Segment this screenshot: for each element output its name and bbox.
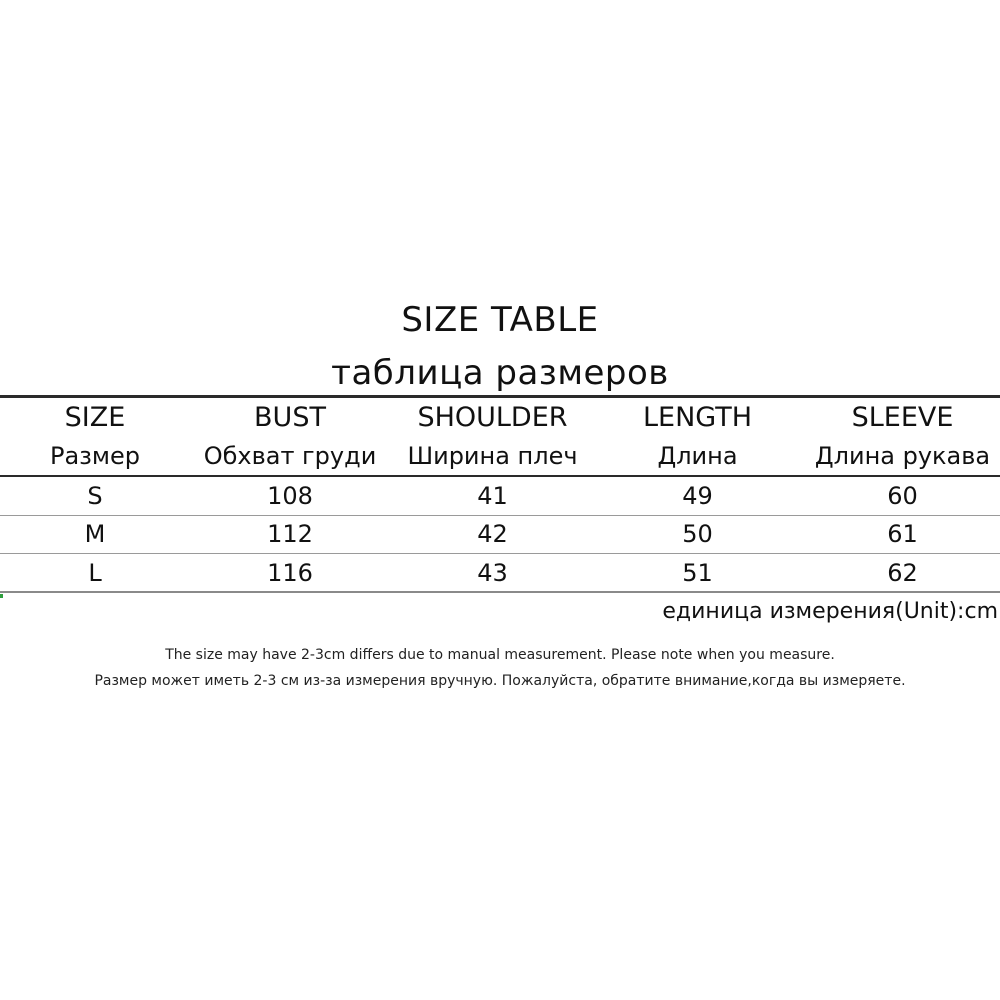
cell-bust: 112 bbox=[267, 520, 313, 548]
header-length-ru: Длина bbox=[657, 442, 738, 470]
cell-sleeve: 60 bbox=[887, 482, 918, 510]
header-bust-ru: Обхват груди bbox=[203, 442, 377, 470]
page-subtitle: таблица размеров bbox=[331, 353, 669, 393]
header-shoulder-ru: Ширина плеч bbox=[407, 442, 578, 470]
cell-sleeve: 62 bbox=[887, 559, 918, 587]
header-divider bbox=[0, 475, 1000, 477]
unit-label: единица измерения(Unit):cm bbox=[662, 599, 998, 624]
measurement-note-ru: Размер может иметь 2-3 см из-за измерения вручную. Пожалуйста, обратите внимание,когда вы измеряете. bbox=[94, 673, 906, 689]
header-size: SIZE bbox=[64, 402, 126, 433]
cell-shoulder: 42 bbox=[477, 520, 508, 548]
row-divider bbox=[0, 553, 1000, 554]
corner-mark bbox=[0, 594, 3, 598]
cell-length: 49 bbox=[682, 482, 713, 510]
header-length: LENGTH bbox=[642, 402, 753, 433]
header-sleeve: SLEEVE bbox=[851, 402, 954, 433]
cell-bust: 116 bbox=[267, 559, 313, 587]
cell-shoulder: 43 bbox=[477, 559, 508, 587]
cell-size: M bbox=[84, 520, 106, 548]
header-shoulder: SHOULDER bbox=[417, 402, 568, 433]
cell-size: S bbox=[87, 482, 103, 510]
page-title: SIZE TABLE bbox=[401, 300, 599, 340]
table-top-rule bbox=[0, 395, 1000, 398]
table-bottom-rule bbox=[0, 591, 1000, 593]
row-divider bbox=[0, 515, 1000, 516]
cell-length: 50 bbox=[682, 520, 713, 548]
header-sleeve-ru: Длина рукава bbox=[814, 442, 991, 470]
measurement-note-en: The size may have 2-3cm differs due to manual measurement. Please note when you measure. bbox=[165, 647, 835, 663]
cell-shoulder: 41 bbox=[477, 482, 508, 510]
header-bust: BUST bbox=[254, 402, 326, 433]
cell-length: 51 bbox=[682, 559, 713, 587]
cell-bust: 108 bbox=[267, 482, 313, 510]
cell-size: L bbox=[88, 559, 102, 587]
cell-sleeve: 61 bbox=[887, 520, 918, 548]
header-size-ru: Размер bbox=[49, 442, 141, 470]
